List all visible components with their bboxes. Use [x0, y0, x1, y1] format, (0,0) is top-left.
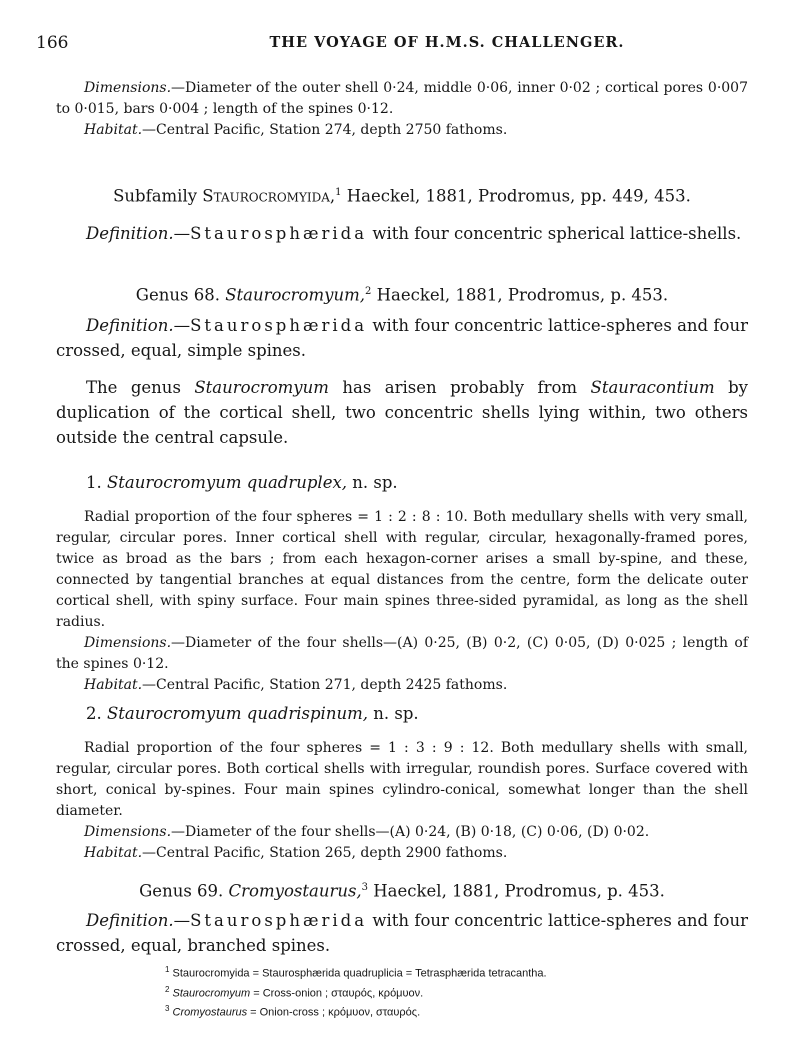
running-title: THE VOYAGE OF H.M.S. CHALLENGER. — [269, 34, 625, 51]
species-name: Staurocromyum quadrispinum, — [107, 704, 368, 723]
para-text-a: The genus — [86, 378, 195, 397]
para-genus: Staurocromyum — [194, 378, 329, 397]
genus-68-paragraph — [56, 375, 748, 450]
subfamily-prefix: Subfamily — [113, 186, 203, 206]
definition-taxon: Staurosphærida — [190, 224, 368, 243]
habitat-text: —Central Pacific, Station 265, depth 2900 fathoms. — [142, 845, 508, 861]
subfamily-heading — [56, 180, 748, 209]
species-description: Radial proportion of the four spheres = 1 : 3 : 9 : 12. Both medullary shells with small, regular, circular pores. Both cortical shells with irregular, roundish pores. Surface covered with short, conical by-spines. Four main spines cylindro-conical, somewhat longer than the shell diameter. — [56, 740, 748, 819]
footnote-term: Staurocromyum — [172, 987, 251, 1000]
definition-dash: — — [173, 316, 191, 335]
footnote-mark: 1 — [165, 965, 170, 974]
footnote-text: = Staurosphærida quadruplicia = Tetrasphærida tetracantha. — [249, 967, 547, 980]
definition-text: with four concentric spherical lattice-shells. — [367, 224, 742, 243]
species-2-body — [56, 738, 748, 864]
dimensions-text: —Diameter of the outer shell 0·24, middle 0·06, inner 0·02 ; cortical pores 0·007 to 0·015, bars 0·004 ; length of the spines 0·12. — [56, 80, 748, 117]
genus-68-name: Staurocromyum, — [225, 285, 365, 305]
species-suffix: n. sp. — [367, 704, 419, 723]
genus-68-definition — [56, 313, 748, 363]
footnote-mark: 2 — [165, 984, 170, 994]
footnote-2 — [165, 982, 765, 1002]
prev-species-block — [56, 78, 748, 141]
species-1-heading — [56, 470, 748, 495]
genus-69-citation: Haeckel, 1881, Prodromus, p. 453. — [368, 881, 665, 901]
species-1-body — [56, 507, 748, 696]
para-genus-2: Stauracontium — [590, 378, 715, 397]
genus-69-name: Cromyostaurus, — [228, 881, 362, 901]
genus-68-prefix: Genus 68. — [135, 285, 226, 305]
subfamily-name: Staurocromyida, — [202, 186, 336, 206]
page-header — [36, 33, 748, 55]
subfamily-definition — [56, 221, 748, 246]
para-text-b: has arisen probably from — [328, 378, 591, 397]
footnote-text: = Cross-onion ; σταυρός, κρόμυον. — [250, 987, 424, 1000]
footnote-mark-2: 2 — [364, 286, 372, 297]
genus-68-citation: Haeckel, 1881, Prodromus, p. 453. — [371, 285, 669, 305]
definition-taxon: Staurosphærida — [190, 316, 368, 335]
dimensions-label: Dimensions. — [84, 635, 172, 651]
dimensions-text: —Diameter of the four shells—(A) 0·24, (B) 0·18, (C) 0·06, (D) 0·02. — [171, 824, 650, 840]
species-description: Radial proportion of the four spheres = 1 : 2 : 8 : 10. Both medullary shells with very small, regular, circular pores. Inner cortical shell with regular, circular, hexagonally-framed pores, twice as broad as the bars ; from each hexagon-corner arises a small by-spine, and these, connected by tangential branches at equal distances from the centre, form the delicate outer cortical shell, with spiny surface. Four main spines three-sided pyramidal, as long as the shell radius. — [56, 509, 748, 630]
definition-taxon: Staurosphærida — [190, 911, 368, 930]
species-number: 2. — [86, 704, 107, 723]
footnote-3 — [165, 1001, 765, 1021]
definition-label: Definition. — [86, 316, 174, 335]
habitat-text: —Central Pacific, Station 271, depth 2425 fathoms. — [142, 677, 508, 693]
species-name: Staurocromyum quadruplex, — [107, 473, 348, 492]
species-2-heading — [56, 701, 748, 726]
definition-label: Definition. — [86, 224, 174, 243]
dimensions-label: Dimensions. — [84, 824, 172, 840]
footnote-term: Cromyostaurus — [172, 1006, 248, 1019]
definition-dash: — — [173, 224, 191, 243]
definition-label: Definition. — [86, 911, 174, 930]
habitat-label: Habitat. — [84, 845, 143, 861]
footnote-mark-1: 1 — [335, 187, 342, 198]
habitat-text: —Central Pacific, Station 274, depth 2750 fathoms. — [142, 122, 508, 138]
definition-text: with four concentric lattice-spheres and four crossed, equal, branched spines. — [56, 911, 748, 955]
para-text-c: by duplication of the cortical shell, two concentric shells lying within, two others outside the central capsule. — [56, 378, 748, 447]
footnote-1 — [165, 962, 765, 982]
footnote-mark: 3 — [165, 1004, 170, 1014]
species-suffix: n. sp. — [347, 473, 398, 492]
footnote-mark-3: 3 — [361, 882, 369, 893]
species-number: 1. — [86, 473, 107, 492]
genus-69-definition — [56, 908, 748, 958]
footnote-term: Staurocromyida — [172, 967, 250, 980]
page-number: 166 — [36, 33, 69, 53]
genus-69-prefix: Genus 69. — [139, 881, 229, 901]
dimensions-text: —Diameter of the four shells—(A) 0·25, (B) 0·2, (C) 0·05, (D) 0·025 ; length of the spines 0·12. — [56, 635, 748, 672]
footnotes — [165, 962, 765, 1021]
definition-dash: — — [173, 911, 191, 930]
genus-68-heading — [56, 279, 748, 308]
definition-text: with four concentric lattice-spheres and four crossed, equal, simple spines. — [56, 316, 748, 360]
habitat-label: Habitat. — [84, 122, 143, 138]
dimensions-label: Dimensions. — [84, 80, 172, 96]
habitat-label: Habitat. — [84, 677, 143, 693]
footnote-text: = Onion-cross ; κρόμυον, σταυρός. — [247, 1006, 421, 1019]
genus-69-heading — [56, 875, 748, 904]
subfamily-citation: Haeckel, 1881, Prodromus, pp. 449, 453. — [341, 186, 691, 206]
